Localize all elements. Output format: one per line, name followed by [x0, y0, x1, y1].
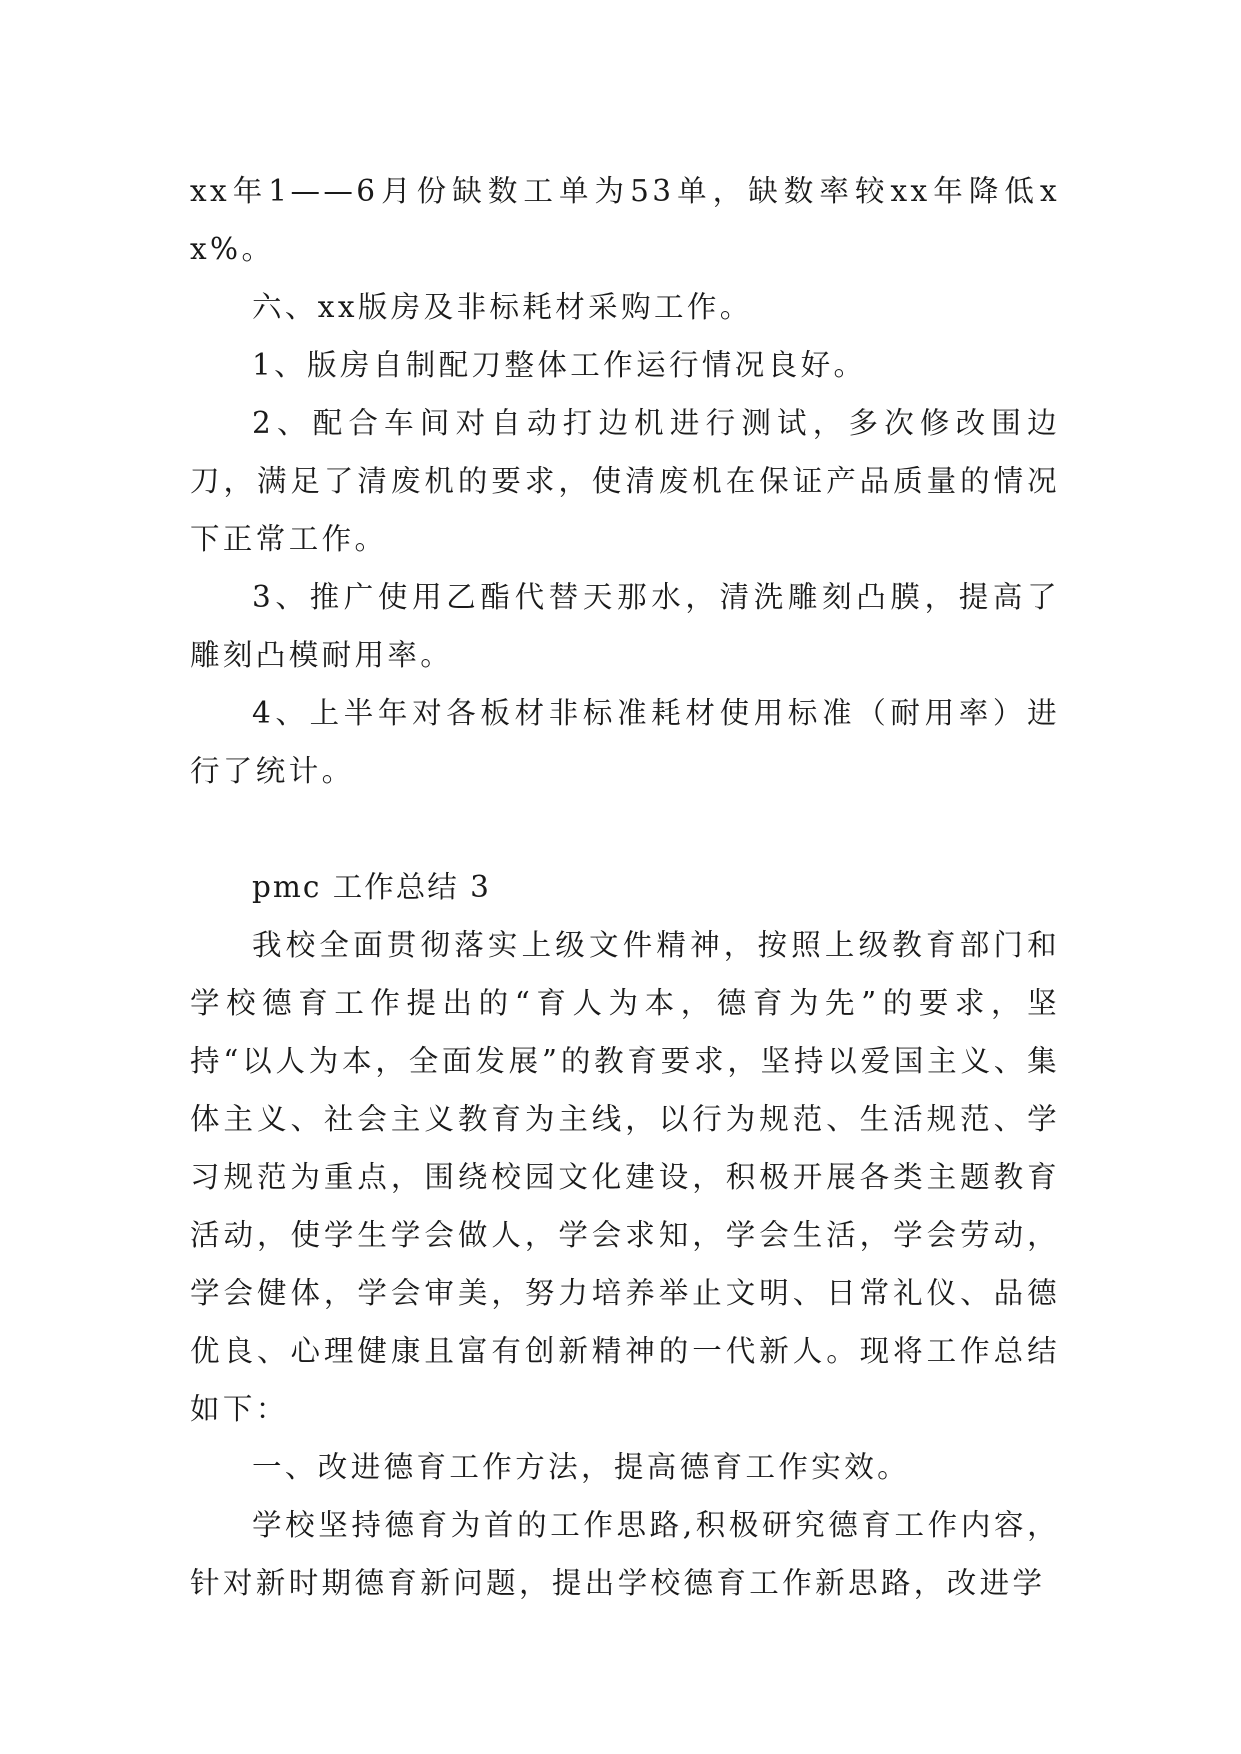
heading-moral-education-methods: 一、改进德育工作方法，提高德育工作实效。: [252, 1450, 911, 1484]
section-spacer: [190, 800, 1060, 858]
section-title: pmc 工作总结 3: [252, 870, 491, 904]
paragraph-intro: 我校全面贯彻落实上级文件精神，按照上级教育部门和学校德育工作提出的“育人为本，德育为先”的要求，坚持“以人为本，全面发展”的教育要求，坚持以爱国主义、集体主义、社会主义教育为主线，以行为规范、生活规范、学习规范为重点，围绕校园文化建设，积极开展各类主题教育活动，使学生学会做人，学会求知，学会生活，学会劳动，学会健体，学会审美，努力培养举止文明、日常礼仪、品德优良、心理健康且富有创新精神的一代新人。现将工作总结如下：: [190, 928, 1060, 1426]
paragraph-item-3: 3、推广使用乙酯代替天那水，清洗雕刻凸膜，提高了雕刻凸模耐用率。: [190, 580, 1060, 672]
paragraph-item-4: 4、上半年对各板材非标准耗材使用标准（耐用率）进行了统计。: [190, 696, 1060, 788]
heading-plate-room-procurement: 六、xx版房及非标耗材采购工作。: [252, 290, 753, 324]
document-body: [190, 162, 1060, 1612]
paragraph-shortage-rate: xx年1——6月份缺数工单为53单，缺数率较xx年降低xx%。: [190, 174, 1060, 266]
paragraph-moral-education-approach: 学校坚持德育为首的工作思路,积极研究德育工作内容，针对新时期德育新问题，提出学校德育工作新思路，改进学: [190, 1508, 1060, 1600]
paragraph-item-1: 1、版房自制配刀整体工作运行情况良好。: [252, 348, 867, 382]
paragraph-item-2: 2、配合车间对自动打边机进行测试，多次修改围边刀，满足了清废机的要求，使清废机在保证产品质量的情况下正常工作。: [190, 406, 1060, 556]
